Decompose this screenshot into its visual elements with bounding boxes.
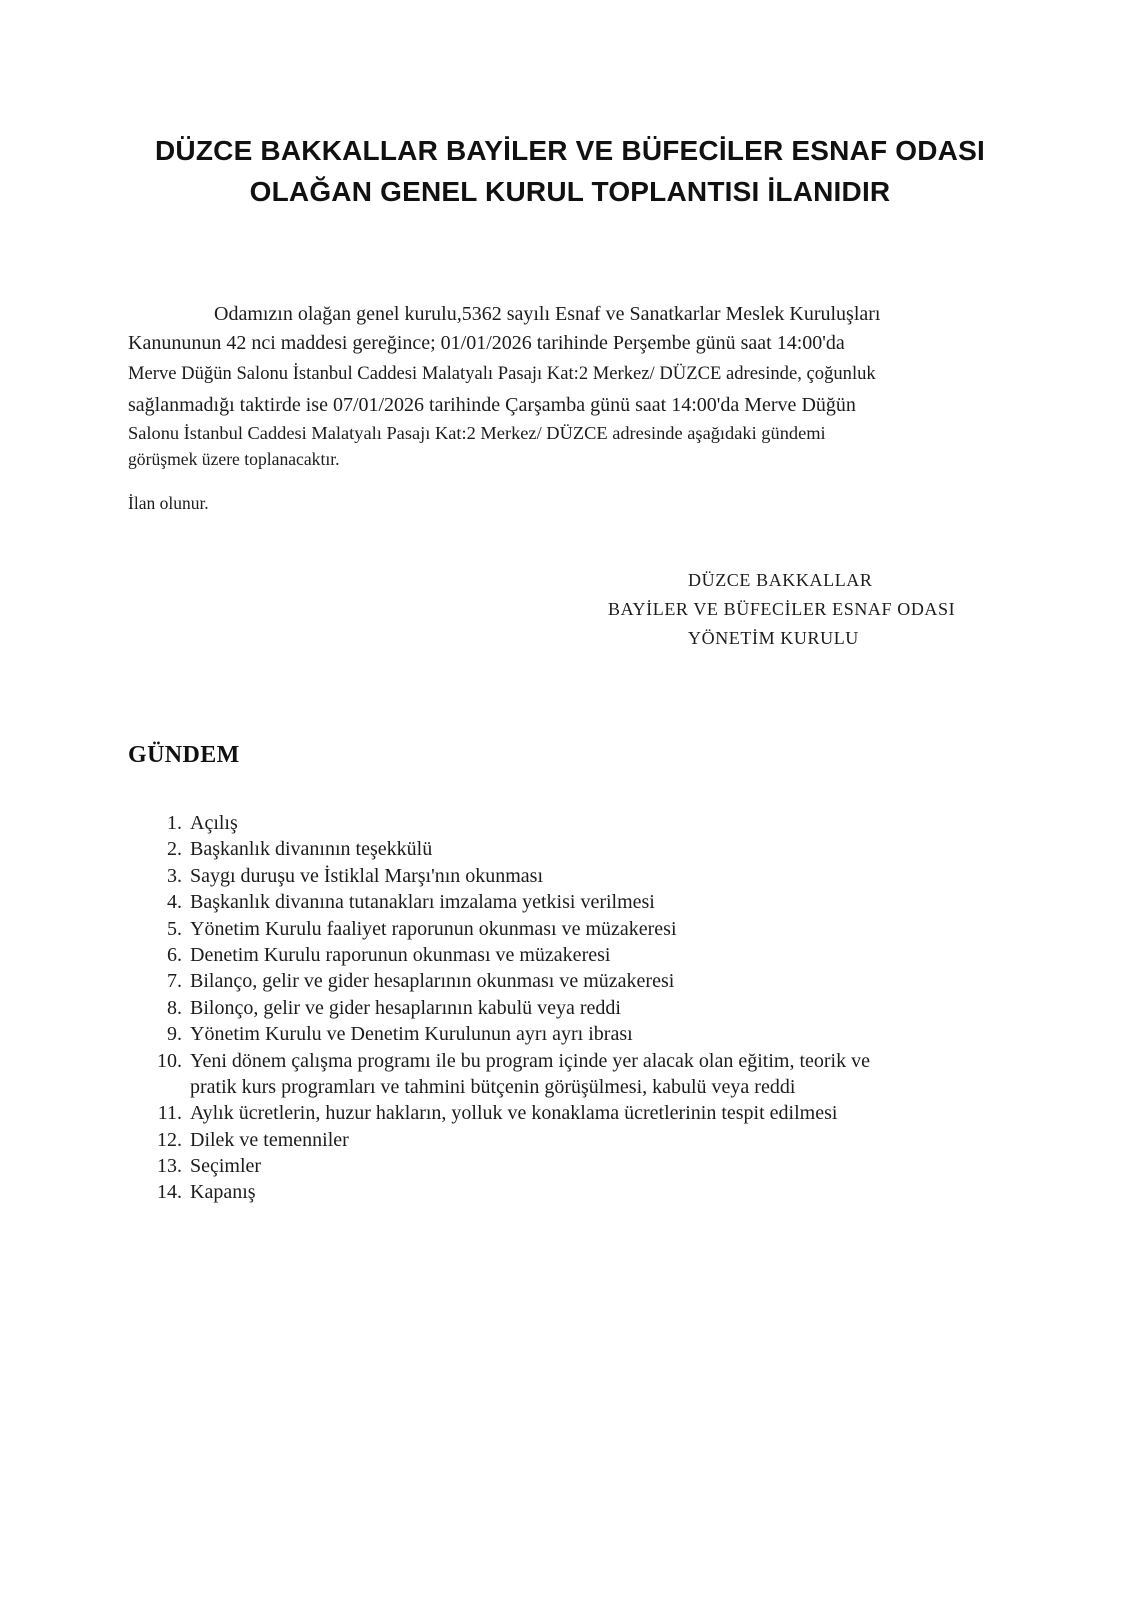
agenda-item: [138, 916, 1038, 942]
agenda-item: [138, 1127, 1038, 1153]
agenda-item-number: 6.: [167, 943, 182, 966]
agenda-item-text: Saygı duruşu ve İstiklal Marşı'nın okunması: [190, 864, 544, 887]
agenda-item: [138, 968, 1038, 994]
signature-line-3: YÖNETİM KURULU: [688, 628, 859, 648]
agenda-item: [138, 1153, 1038, 1179]
document-title-line-2: OLAĞAN GENEL KURUL TOPLANTISI İLANIDIR: [249, 176, 891, 207]
agenda-list: [138, 810, 1038, 1206]
agenda-item-text: Seçimler: [190, 1155, 262, 1178]
agenda-item-text: Bilonço, gelir ve gider hesaplarının kabulü veya reddi: [190, 996, 621, 1019]
document-title-line-1: DÜZCE BAKKALLAR BAYİLER VE BÜFECİLER ESNAF ODASI: [155, 135, 985, 166]
agenda-item-text: Bilanço, gelir ve gider hesaplarının okunması ve müzakeresi: [190, 970, 675, 993]
agenda-item: [138, 1048, 1038, 1101]
agenda-item-number: 7.: [167, 970, 182, 993]
agenda-item: [138, 836, 1038, 862]
agenda-item: [138, 889, 1038, 915]
agenda-item-number: 4.: [167, 891, 182, 914]
agenda-item-text: Dilek ve temenniler: [190, 1128, 349, 1151]
agenda-item-text: Yönetim Kurulu ve Denetim Kurulunun ayrı ayrı ibrası: [190, 1023, 633, 1046]
signature-line-1: DÜZCE BAKKALLAR: [688, 570, 873, 590]
agenda-item-text-continued: pratik kurs programları ve tahmini bütçenin görüşülmesi, kabulü veya reddi: [190, 1075, 796, 1098]
agenda-item-text: Denetim Kurulu raporunun okunması ve müzakeresi: [190, 943, 611, 966]
agenda-item-number: 12.: [157, 1128, 182, 1151]
agenda-item: [138, 810, 1038, 836]
agenda-item-number: 1.: [167, 812, 182, 834]
agenda-item-number: 8.: [167, 996, 182, 1019]
closing-text: İlan olunur.: [128, 493, 209, 513]
agenda-item-number: 10.: [157, 1049, 182, 1072]
agenda-item-text: Yönetim Kurulu faaliyet raporunun okunması ve müzakeresi: [190, 917, 677, 940]
agenda-item-text: Kapanış: [190, 1181, 256, 1204]
body-line-6: görüşmek üzere toplanacaktır.: [128, 449, 340, 469]
agenda-item-number: 2.: [167, 838, 182, 861]
agenda-item: [138, 1021, 1038, 1047]
agenda-item-number: 5.: [167, 917, 182, 940]
agenda-item-text: Aylık ücretlerin, huzur hakların, yolluk ve konaklama ücretlerinin tespit edilmesi: [190, 1102, 838, 1125]
agenda-item-number: 14.: [157, 1181, 182, 1204]
body-line-2: Kanununun 42 nci maddesi gereğince; 01/01/2026 tarihinde Perşembe günü saat 14:00'da: [128, 332, 845, 354]
agenda-item-text: Başkanlık divanına tutanakları imzalama yetkisi verilmesi: [190, 891, 655, 914]
body-line-5: Salonu İstanbul Caddesi Malatyalı Pasajı Kat:2 Merkez/ DÜZCE adresinde aşağıdaki gündemi: [128, 423, 826, 443]
agenda-item: [138, 995, 1038, 1021]
agenda-item-number: 11.: [157, 1102, 182, 1125]
agenda-item-text: Açılış: [190, 812, 238, 834]
agenda-item-number: 9.: [167, 1023, 182, 1046]
body-line-1: Odamızın olağan genel kurulu,5362 sayılı Esnaf ve Sanatkarlar Meslek Kuruluşları: [214, 303, 881, 325]
agenda-item-number: 3.: [167, 864, 182, 887]
body-line-4: sağlanmadığı taktirde ise 07/01/2026 tarihinde Çarşamba günü saat 14:00'da Merve Düğün: [128, 394, 856, 416]
agenda-item: [138, 863, 1038, 889]
agenda-item: [138, 942, 1038, 968]
agenda-item-text: Yeni dönem çalışma programı ile bu program içinde yer alacak olan eğitim, teorik ve: [190, 1049, 870, 1072]
agenda-item-text: Başkanlık divanının teşekkülü: [190, 838, 433, 861]
agenda-item: [138, 1179, 1038, 1205]
agenda-item-number: 13.: [157, 1155, 182, 1178]
agenda-heading: GÜNDEM: [128, 742, 240, 768]
signature-line-2: BAYİLER VE BÜFECİLER ESNAF ODASI: [608, 599, 956, 619]
agenda-item: [138, 1100, 1038, 1126]
body-line-3: Merve Düğün Salonu İstanbul Caddesi Malatyalı Pasajı Kat:2 Merkez/ DÜZCE adresinde, çoğunluk: [128, 363, 876, 384]
